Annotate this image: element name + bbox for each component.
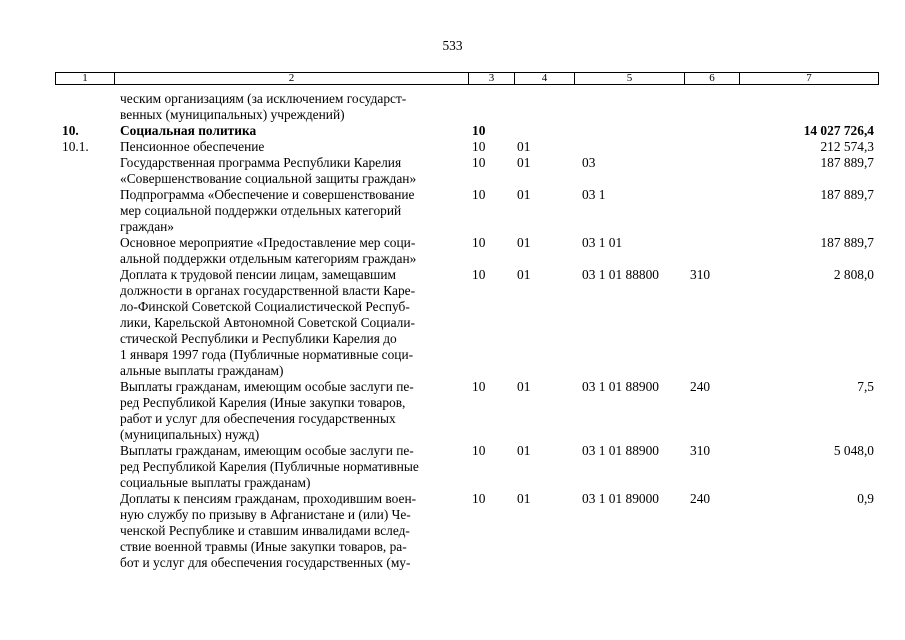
table-row xyxy=(0,187,905,235)
description-line: лики, Карельской Автономной Советской Социали- xyxy=(120,315,415,330)
description-line: Подпрограмма «Обеспечение и совершенствование xyxy=(120,187,415,202)
row-description xyxy=(120,443,460,491)
table-row xyxy=(0,443,905,491)
description-line: граждан» xyxy=(120,219,175,234)
description-line: ствие военной травмы (Иные закупки товаров, ра- xyxy=(120,539,407,554)
table-row xyxy=(0,379,905,443)
expense-type-code: 310 xyxy=(690,443,711,458)
description-line: бот и услуг для обеспечения государственных (му- xyxy=(120,555,411,570)
expense-type-code: 240 xyxy=(690,491,711,506)
header-col-6: 6 xyxy=(684,73,739,84)
row-description xyxy=(120,267,460,379)
description-line: венных (муниципальных) учреждений) xyxy=(120,107,345,122)
target-article-code: 03 1 01 88800 xyxy=(582,267,659,282)
description-line: ред Республикой Карелия (Публичные нормативные xyxy=(120,459,419,474)
header-col-3: 3 xyxy=(468,73,514,84)
subsection-code: 01 xyxy=(517,139,531,154)
description-line: Основное мероприятие «Предоставление мер соци- xyxy=(120,235,416,250)
description-line: 1 января 1997 года (Публичные нормативные соци- xyxy=(120,347,414,362)
section-code: 10 xyxy=(472,123,486,138)
subsection-code: 01 xyxy=(517,235,531,250)
header-col-4: 4 xyxy=(514,73,574,84)
table-row xyxy=(0,91,905,123)
section-code: 10 xyxy=(472,267,486,282)
description-line: должности в органах государственной власти Каре- xyxy=(120,283,416,298)
target-article-code: 03 1 01 88900 xyxy=(582,443,659,458)
row-number: 10. xyxy=(62,123,79,138)
description-line: стической Республики и Республики Карелия до xyxy=(120,331,397,346)
table-row xyxy=(0,139,905,155)
row-number: 10.1. xyxy=(62,139,89,154)
subsection-code: 01 xyxy=(517,267,531,282)
description-line: Государственная программа Республики Карелия xyxy=(120,155,402,170)
expense-type-code: 240 xyxy=(690,379,711,394)
row-description xyxy=(120,491,460,571)
row-description xyxy=(120,155,460,187)
table-body xyxy=(0,91,905,571)
description-line: социальные выплаты гражданам) xyxy=(120,475,311,490)
description-line: Выплаты гражданам, имеющим особые заслуги пе- xyxy=(120,379,414,394)
expense-type-code: 310 xyxy=(690,267,711,282)
section-code: 10 xyxy=(472,491,486,506)
description-line: Социальная политика xyxy=(120,123,257,138)
amount-value: 187 889,7 xyxy=(820,235,874,250)
description-line: ло-Финской Советской Социалистической Респуб- xyxy=(120,299,410,314)
target-article-code: 03 xyxy=(582,155,596,170)
section-code: 10 xyxy=(472,155,486,170)
table-row xyxy=(0,267,905,379)
description-line: Доплаты к пенсиям гражданам, проходившим воен- xyxy=(120,491,417,506)
target-article-code: 03 1 xyxy=(582,187,606,202)
section-code: 10 xyxy=(472,187,486,202)
description-line: «Совершенствование социальной защиты граждан» xyxy=(120,171,417,186)
row-description xyxy=(120,379,460,443)
row-description xyxy=(120,139,460,155)
row-description xyxy=(120,91,460,123)
row-description xyxy=(120,187,460,235)
row-description xyxy=(120,123,460,139)
header-col-2: 2 xyxy=(114,73,468,84)
page-number: 533 xyxy=(442,38,463,53)
description-line: ред Республикой Карелия (Иные закупки товаров, xyxy=(120,395,406,410)
subsection-code: 01 xyxy=(517,155,531,170)
description-line: альной поддержки отдельным категориям граждан» xyxy=(120,251,417,266)
target-article-code: 03 1 01 89000 xyxy=(582,491,659,506)
amount-value: 2 808,0 xyxy=(833,267,874,282)
row-description xyxy=(120,235,460,267)
section-code: 10 xyxy=(472,235,486,250)
description-line: ную службу по призыву в Афганистане и (или) Че- xyxy=(120,507,411,522)
table-header-row xyxy=(55,72,879,85)
description-line: ченской Республике и ставшим инвалидами вслед- xyxy=(120,523,410,538)
description-line: Доплата к трудовой пенсии лицам, замещавшим xyxy=(120,267,396,282)
section-code: 10 xyxy=(472,379,486,394)
description-line: Пенсионное обеспечение xyxy=(120,139,265,154)
header-col-1: 1 xyxy=(82,72,88,84)
header-col-7: 7 xyxy=(739,73,878,84)
section-code: 10 xyxy=(472,443,486,458)
subsection-code: 01 xyxy=(517,187,531,202)
description-line: Выплаты гражданам, имеющим особые заслуги пе- xyxy=(120,443,414,458)
table-row xyxy=(0,123,905,139)
amount-value: 187 889,7 xyxy=(820,187,874,202)
description-line: работ и услуг для обеспечения государственных xyxy=(120,411,396,426)
header-col-5: 5 xyxy=(574,73,684,84)
amount-value: 212 574,3 xyxy=(820,139,874,154)
subsection-code: 01 xyxy=(517,443,531,458)
amount-value: 5 048,0 xyxy=(833,443,874,458)
target-article-code: 03 1 01 xyxy=(582,235,623,250)
description-line: ческим организациям (за исключением государст- xyxy=(120,91,407,106)
section-code: 10 xyxy=(472,139,486,154)
table-row xyxy=(0,235,905,267)
description-line: альные выплаты гражданам) xyxy=(120,363,284,378)
table-row xyxy=(0,491,905,571)
amount-value: 187 889,7 xyxy=(820,155,874,170)
description-line: мер социальной поддержки отдельных категорий xyxy=(120,203,402,218)
table-row xyxy=(0,155,905,187)
subsection-code: 01 xyxy=(517,379,531,394)
target-article-code: 03 1 01 88900 xyxy=(582,379,659,394)
description-line: (муниципальных) нужд) xyxy=(120,427,260,442)
amount-value: 0,9 xyxy=(857,491,874,506)
amount-value: 14 027 726,4 xyxy=(803,123,874,138)
amount-value: 7,5 xyxy=(857,379,874,394)
subsection-code: 01 xyxy=(517,491,531,506)
